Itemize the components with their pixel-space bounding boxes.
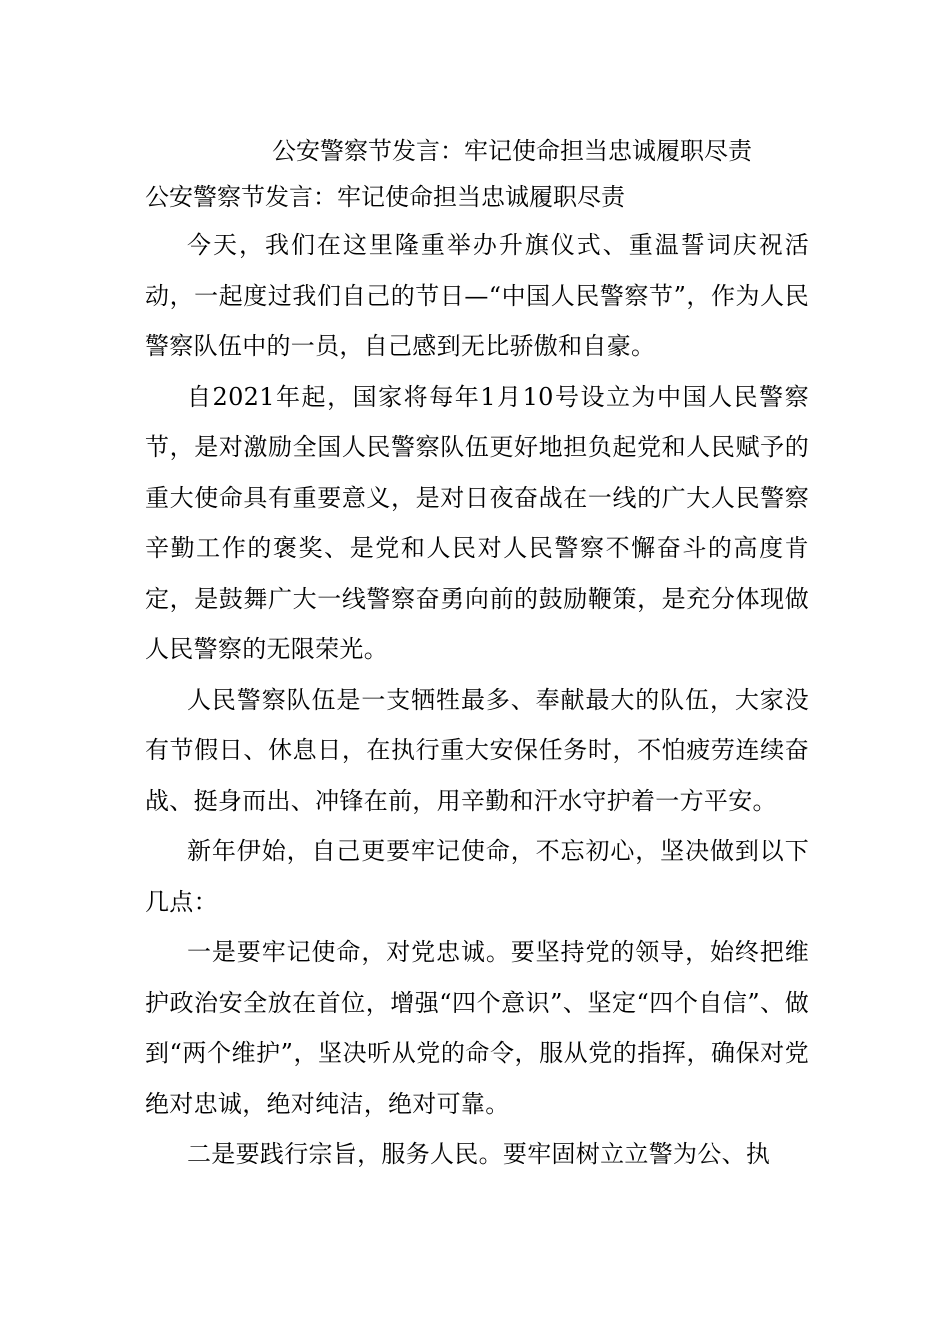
document-subtitle: 公安警察节发言：牢记使命担当忠诚履职尽责 (145, 183, 625, 211)
paragraph-dedication: 人民警察队伍是一支牺牲最多、奉献最大的队伍，大家没有节假日、休息日，在执行重大安保任务时，不怕疲劳连续奋战、挺身而出、冲锋在前，用辛勤和汗水守护着一方平安。 (145, 685, 809, 815)
paragraph-point-one: 一是要牢记使命，对党忠诚。要坚持党的领导，始终把维护政治安全放在首位，增强“四个意识”、坚定“四个自信”、做到“两个维护”，坚决听从党的命令，服从党的指挥，确保对党绝对忠诚，绝对纯洁，绝对可靠。 (145, 938, 809, 1118)
paragraph-point-two: 二是要践行宗旨，服务人民。要牢固树立立警为公、执 (187, 1140, 771, 1168)
paragraph-new-year: 新年伊始，自己更要牢记使命，不忘初心，坚决做到以下几点： (145, 837, 809, 916)
paragraph-opening: 今天，我们在这里隆重举办升旗仪式、重温誓词庆祝活动，一起度过我们自己的节日—“中国人民警察节”，作为人民警察队伍中的一员，自己感到无比骄傲和自豪。 (145, 231, 809, 360)
paragraph-police-day: 自2021年起，国家将每年1月10号设立为中国人民警察节，是对激励全国人民警察队伍更好地担负起党和人民赋予的重大使命具有重要意义，是对日夜奋战在一线的广大人民警察辛勤工作的褒奖、是党和人民对人民警察不懈奋斗的高度肯定，是鼓舞广大一线警察奋勇向前的鼓励鞭策，是充分体现做人民警察的无限荣光。 (145, 382, 809, 663)
document-body (145, 128, 809, 1180)
document-title: 公安警察节发言：牢记使命担当忠诚履职尽责 (272, 137, 752, 165)
